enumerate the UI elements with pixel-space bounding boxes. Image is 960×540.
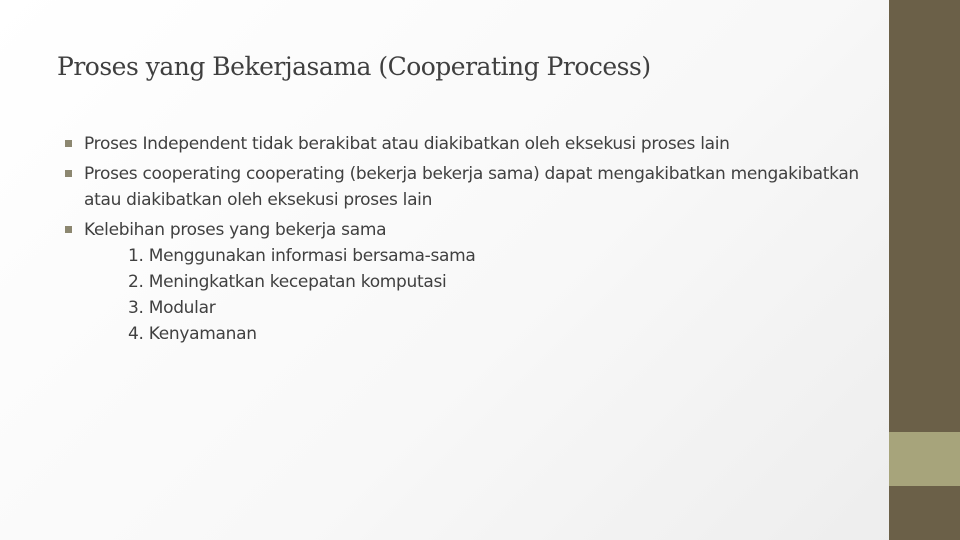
side-bar-top [889,0,960,432]
square-bullet-icon [65,140,72,147]
bullet-text: Proses cooperating cooperating (bekerja bekerja sama) dapat mengakibatkan mengakibatkan atau diakibatkan oleh eksekusi proses lain [84,164,859,210]
benefit-item: 4. Kenyamanan [128,324,257,344]
side-bar-bottom [889,486,960,540]
square-bullet-icon [65,226,72,233]
bullet-item [64,217,864,243]
slide-title: Proses yang Bekerjasama (Cooperating Process) [57,52,651,81]
benefit-item: 3. Modular [128,298,216,318]
benefit-list [64,243,864,347]
side-bar-accent [889,432,960,486]
bullet-item [64,161,864,213]
bullet-text: Proses Independent tidak berakibat atau diakibatkan oleh eksekusi proses lain [84,134,730,154]
square-bullet-icon [65,170,72,177]
benefit-item: 1. Menggunakan informasi bersama-sama [128,246,476,266]
bullet-item [64,131,864,157]
slide-body [64,131,864,347]
benefit-item: 2. Meningkatkan kecepatan komputasi [128,272,447,292]
bullet-text: Kelebihan proses yang bekerja sama [84,220,387,240]
